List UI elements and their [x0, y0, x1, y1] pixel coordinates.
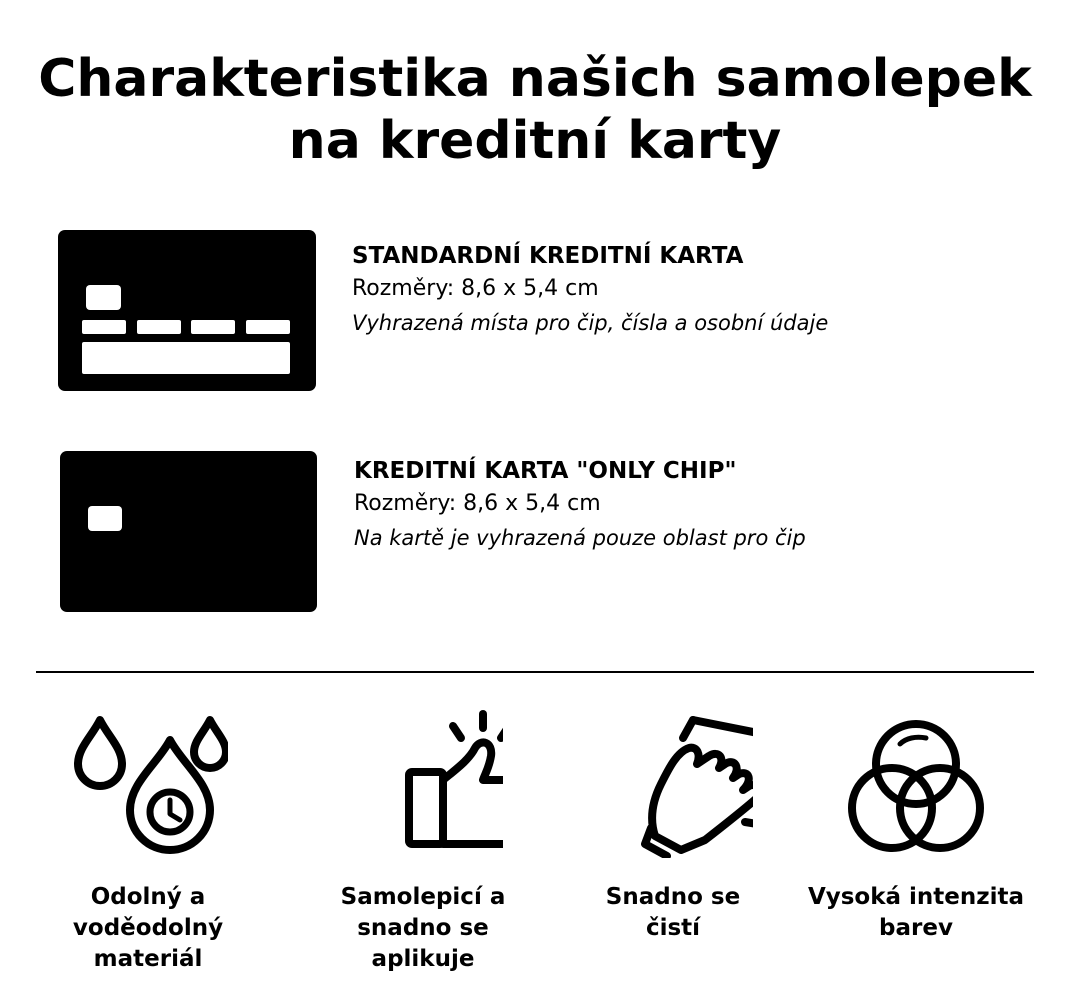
card-name: STANDARDNÍ KREDITNÍ KARTA	[352, 243, 744, 269]
card-info-only-chip	[354, 455, 806, 555]
feature-water-resistant	[23, 708, 273, 972]
card-description: Na kartě je vyhrazená pouze oblast pro čip	[354, 526, 806, 550]
feature-color-intensity	[791, 708, 1041, 941]
feature-label: Snadno se čistí	[605, 884, 741, 941]
card-dimensions: Rozměry: 8,6 x 5,4 cm	[354, 491, 601, 516]
chip-card-icon	[60, 451, 317, 612]
card-dimensions: Rozměry: 8,6 x 5,4 cm	[352, 276, 599, 301]
cleaning-hand-icon	[593, 708, 753, 858]
card-info-standard	[352, 240, 828, 340]
card-description: Vyhrazená místa pro čip, čísla a osobní údaje	[352, 311, 829, 335]
feature-self-adhesive	[298, 708, 548, 972]
full-card-icon	[58, 230, 316, 391]
water-drops-icon	[68, 708, 228, 858]
section-divider	[36, 671, 1034, 673]
page-title	[0, 48, 1070, 172]
page-title-line-2: na kreditní karty	[288, 111, 782, 171]
color-circles-icon	[836, 708, 996, 858]
feature-label: Vysoká intenzita barev	[807, 884, 1025, 941]
feature-label: Odolný a voděodolný materiál	[72, 884, 224, 972]
feature-label: Samolepicí a snadno se aplikuje	[340, 884, 506, 972]
thumbs-up-icon	[343, 708, 503, 858]
card-name: KREDITNÍ KARTA "ONLY CHIP"	[354, 458, 737, 484]
feature-easy-to-clean	[548, 708, 798, 941]
page-title-line-1: Charakteristika našich samolepek	[38, 49, 1032, 109]
